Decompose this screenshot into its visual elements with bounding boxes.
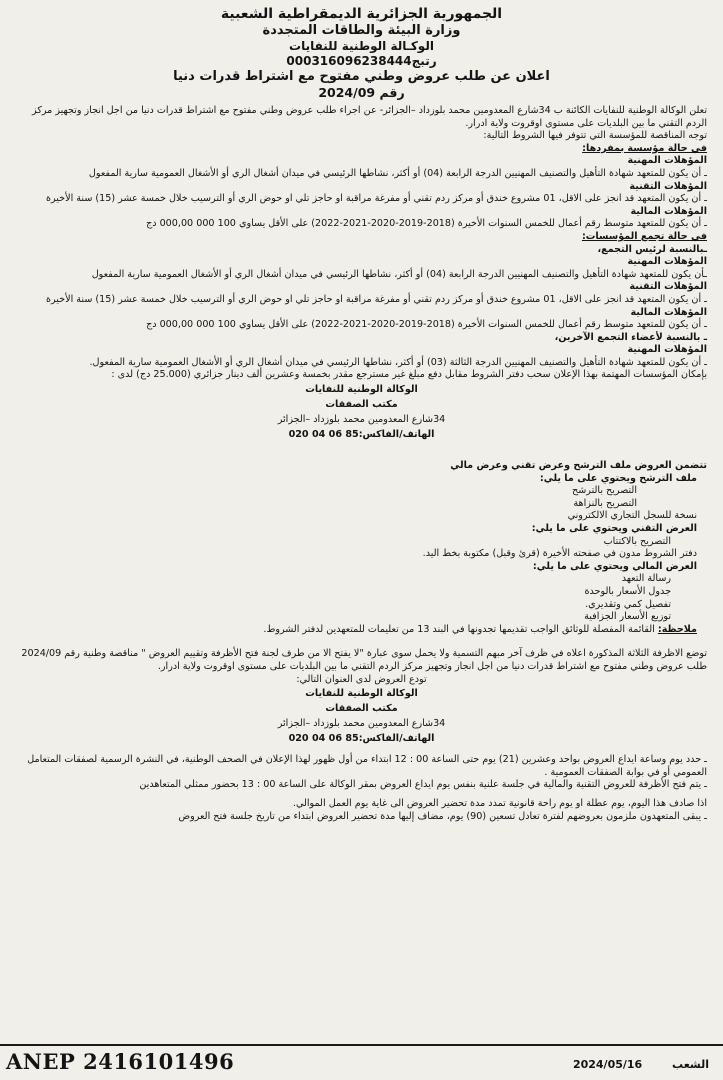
group-fin-title: المؤهلات المالية — [630, 306, 707, 318]
ministry-name: وزارة البيئة والطاقات المتجددة — [262, 23, 461, 38]
tax-id: رتبج000316096238444 — [286, 54, 437, 68]
single-company-heading: في حالة مؤسسة بمفردها: — [582, 142, 707, 154]
list-item: التصريح بالترشح — [572, 485, 637, 497]
newspaper-info — [547, 1058, 709, 1071]
contact-address: 34شارع المعدومين محمد بلوزداد –الجزائر — [277, 414, 446, 426]
notice-title: اعلان عن طلب عروض وطني مفتوح مع اشتراط قدرات دنيا — [173, 69, 550, 84]
list-item: توزيع الأسعار الجزافية — [584, 611, 671, 623]
note-label: ملاحظة: — [657, 623, 697, 635]
withdraw-terms: بإمكان المؤسسات المهتمة بهذا الإعلان سحب دفتر الشروط مقابل دفع مبلغ غير مسترجع مقدر بخمسة وعشرين ألف دينار جزائري (25.000 دج) لدى : — [111, 369, 707, 381]
contact-office: مكتب الصفقات — [325, 399, 398, 411]
opening-paragraph: ـ يتم فتح الأظرفة للعروض التقنية والمالية في جلسة علنية بنفس يوم ايداع العروض بمقر الوكالة على الساعة 00 : 13 بحضور ممثلي المتعاهدين — [139, 779, 707, 791]
tech-offer-title: العرض التقني ويحتوي على ما يلي: — [531, 523, 697, 535]
group-fin-text: ـ أن يكون للمتعهد متوسط رقم أعمال للخمس السنوات الأخيرة (2018-2019-2020-2021-2022) على الأقل يساوي 100 000 000,00 دج — [146, 319, 707, 331]
group-tech-text: ـ أن يكون المتعهد قد انجز على الاقل، 01 مشروع خندق أو مركز ردم تقني أو مفرغة مراقبة او حاجز تلي او حوض الري أو الترسيب خلال خمسة عشر (15) سنة الأخيرة — [45, 293, 707, 305]
envelopes-paragraph: توضع الاظرفة الثلاثة المذكورة اعلاه في ظرف آخر مبهم التسمية ولا يحمل سوى عبارة "لا يفتح الا من طرف لجنة فتح الأظرفة وتقييم العروض " مناقصة وطنية رقم 2024/09 طلب عروض وطني مفتوح مع اشتراط قدرات دنيا من اجل انجاز وتجهيز مركز الردم التقني ما بين البلديات على مستوى اوقروت ولاية ادرار. — [21, 648, 707, 672]
contact-block-1 — [16, 382, 707, 442]
intro-conditions: توجه المناقصة للمؤسسة التي تتوفر فيها الشروط التالية: — [483, 130, 707, 142]
publication-date: 2024/05/16 — [572, 1058, 643, 1071]
notice-header — [16, 6, 707, 100]
single-tech-title: المؤهلات التقنية — [629, 180, 707, 192]
republic-name: الجمهورية الجزائرية الديمقراطية الشعبية — [220, 6, 503, 22]
group-heading: في حالة تجمع المؤسسات: — [581, 230, 707, 242]
single-fin-text: ـ أن يكون للمتعهد متوسط رقم أعمال للخمس السنوات الأخيرة (2018-2019-2020-2021-2022) على الأقل يساوي 100 000 000,00 دج — [146, 218, 707, 230]
deadline-paragraph: ـ حدد يوم وساعة ايداع العروض بواحد وعشرين (21) يوم حتى الساعة 00 : 12 ابتداء من أول ظهور لهذا الإعلان في الصحف الوطنية، في النشرة الرسمية لصفقات المتعامل العمومي أو في بوابة الصفقات العمومية . — [27, 754, 707, 778]
contact-block-2 — [16, 686, 707, 746]
holiday-paragraph: اذا صادف هذا اليوم، يوم عطلة او يوم راحة قانونية تمدد مدة تحضير العروض الى غاية يوم العمل الموالي. — [292, 797, 707, 809]
contact-agency: الوكالة الوطنية للنفايات — [305, 688, 418, 700]
contact-phone: الهاتف/الفاكس:85 06 04 020 — [288, 429, 435, 441]
contact-agency: الوكالة الوطنية للنفايات — [305, 384, 418, 396]
page-footer — [0, 1044, 723, 1080]
anep-reference: ANEP 2416101496 — [6, 1049, 235, 1074]
group-members: ـ بالنسبة لأعضاء التجمع الآخرين، — [554, 331, 707, 343]
single-prof-title: المؤهلات المهنية — [627, 155, 707, 167]
list-item: دفتر الشروط مدون في صفحته الأخيرة (قرئ وقبل) مكتوبة بخط اليد. — [422, 548, 697, 560]
deposit-address-intro: تودع العروض لدى العنوان التالي: — [296, 673, 427, 685]
contact-address: 34شارع المعدومين محمد بلوزداد –الجزائر — [277, 718, 446, 730]
list-item: جدول الأسعار بالوحدة — [584, 586, 671, 597]
group-tech-title: المؤهلات التقنية — [629, 281, 707, 293]
group-leader: ـبالنسبة لرئيس التجمع، — [597, 243, 707, 255]
list-item: نسخة للسجل التجاري الالكتروني — [567, 510, 697, 522]
validity-paragraph: ـ يبقى المتعهدون ملزمون بعروضهم لفترة تعادل تسعين (90) يوم، مضاف إليها مدة تحضير العروض ابتداء من تاريخ جلسة فتح العروض — [178, 810, 707, 822]
members-prof-title: المؤهلات المهنية — [627, 344, 707, 356]
contact-office: مكتب الصفقات — [325, 703, 398, 715]
list-item: رسالة التعهد — [621, 573, 671, 585]
newspaper-name: الشعب — [672, 1058, 709, 1071]
group-prof-text: ـأن يكون للمتعهد شهادة التأهيل والتصنيف المهنيين الدرجة الرابعة (04) أو أكثر، نشاطها الرئيسي في ميدان أشغال الري أو الأشغال العمومية سارية المفعول — [91, 268, 707, 280]
single-tech-text: ـ أن يكون المتعهد قد انجز على الاقل، 01 مشروع خندق أو مركز ردم تقني أو مفرغة مراقبة او حاجز تلي او حوض الري أو الترسيب خلال خمسة عشر (15) سنة الأخيرة — [45, 193, 707, 205]
single-fin-title: المؤهلات المالية — [630, 205, 707, 217]
single-prof-text: ـ أن يكون للمتعهد شهادة التأهيل والتصنيف المهنيين الدرجة الرابعة (04) أو أكثر، نشاطها الرئيسي في ميدان أشغال الري أو الأشغال العمومية سارية المفعول — [88, 167, 707, 179]
contact-phone: الهاتف/الفاكس:85 06 04 020 — [288, 733, 435, 745]
group-prof-title: المؤهلات المهنية — [627, 256, 707, 268]
list-item: التصريح بالاكتتاب — [603, 535, 671, 547]
notice-number: رقم 2024/09 — [318, 85, 405, 100]
list-item: التصريح بالنزاهة — [573, 497, 637, 509]
candidacy-title: ملف الترشح ويحتوي على ما يلي: — [539, 472, 697, 484]
fin-offer-title: العرض المالي ويحتوي على ما يلي: — [532, 560, 697, 572]
list-item: تفصيل كمي وتقديري. — [585, 598, 671, 610]
agency-name: الوكـالة الوطنية للنفايات — [289, 39, 434, 53]
intro-paragraph: تعلن الوكالة الوطنية للنفايات الكائنة ب 34شارع المعدومين محمد بلوزداد –الجزائر- عن اجراء طلب عروض وطني مفتوح مع اشتراط قدرات دنيا من اجل انجاز وتجهيز مركز الردم التقني ما بين البلديات على مستوى اوقروت ولاية ادرار. — [32, 105, 707, 129]
offers-intro: تتضمن العروض ملف الترشح وعرض تقني وعرض مالي — [450, 460, 707, 472]
note-text: القائمة المفصلة للوثائق الواجب تقديمها تجدونها في البند 13 من تعليمات للمتعهدين لدفتر الشروط. — [263, 623, 655, 635]
members-prof-text: ـ أن يكون للمتعهد شهادة التأهيل والتصنيف المهنيين الدرجة الثالثة (03) أو أكثر، نشاطها الرئيسي في ميدان أشغال الري أو الأشغال العمومية سارية المفعول. — [89, 356, 707, 368]
offers-note — [16, 624, 697, 637]
